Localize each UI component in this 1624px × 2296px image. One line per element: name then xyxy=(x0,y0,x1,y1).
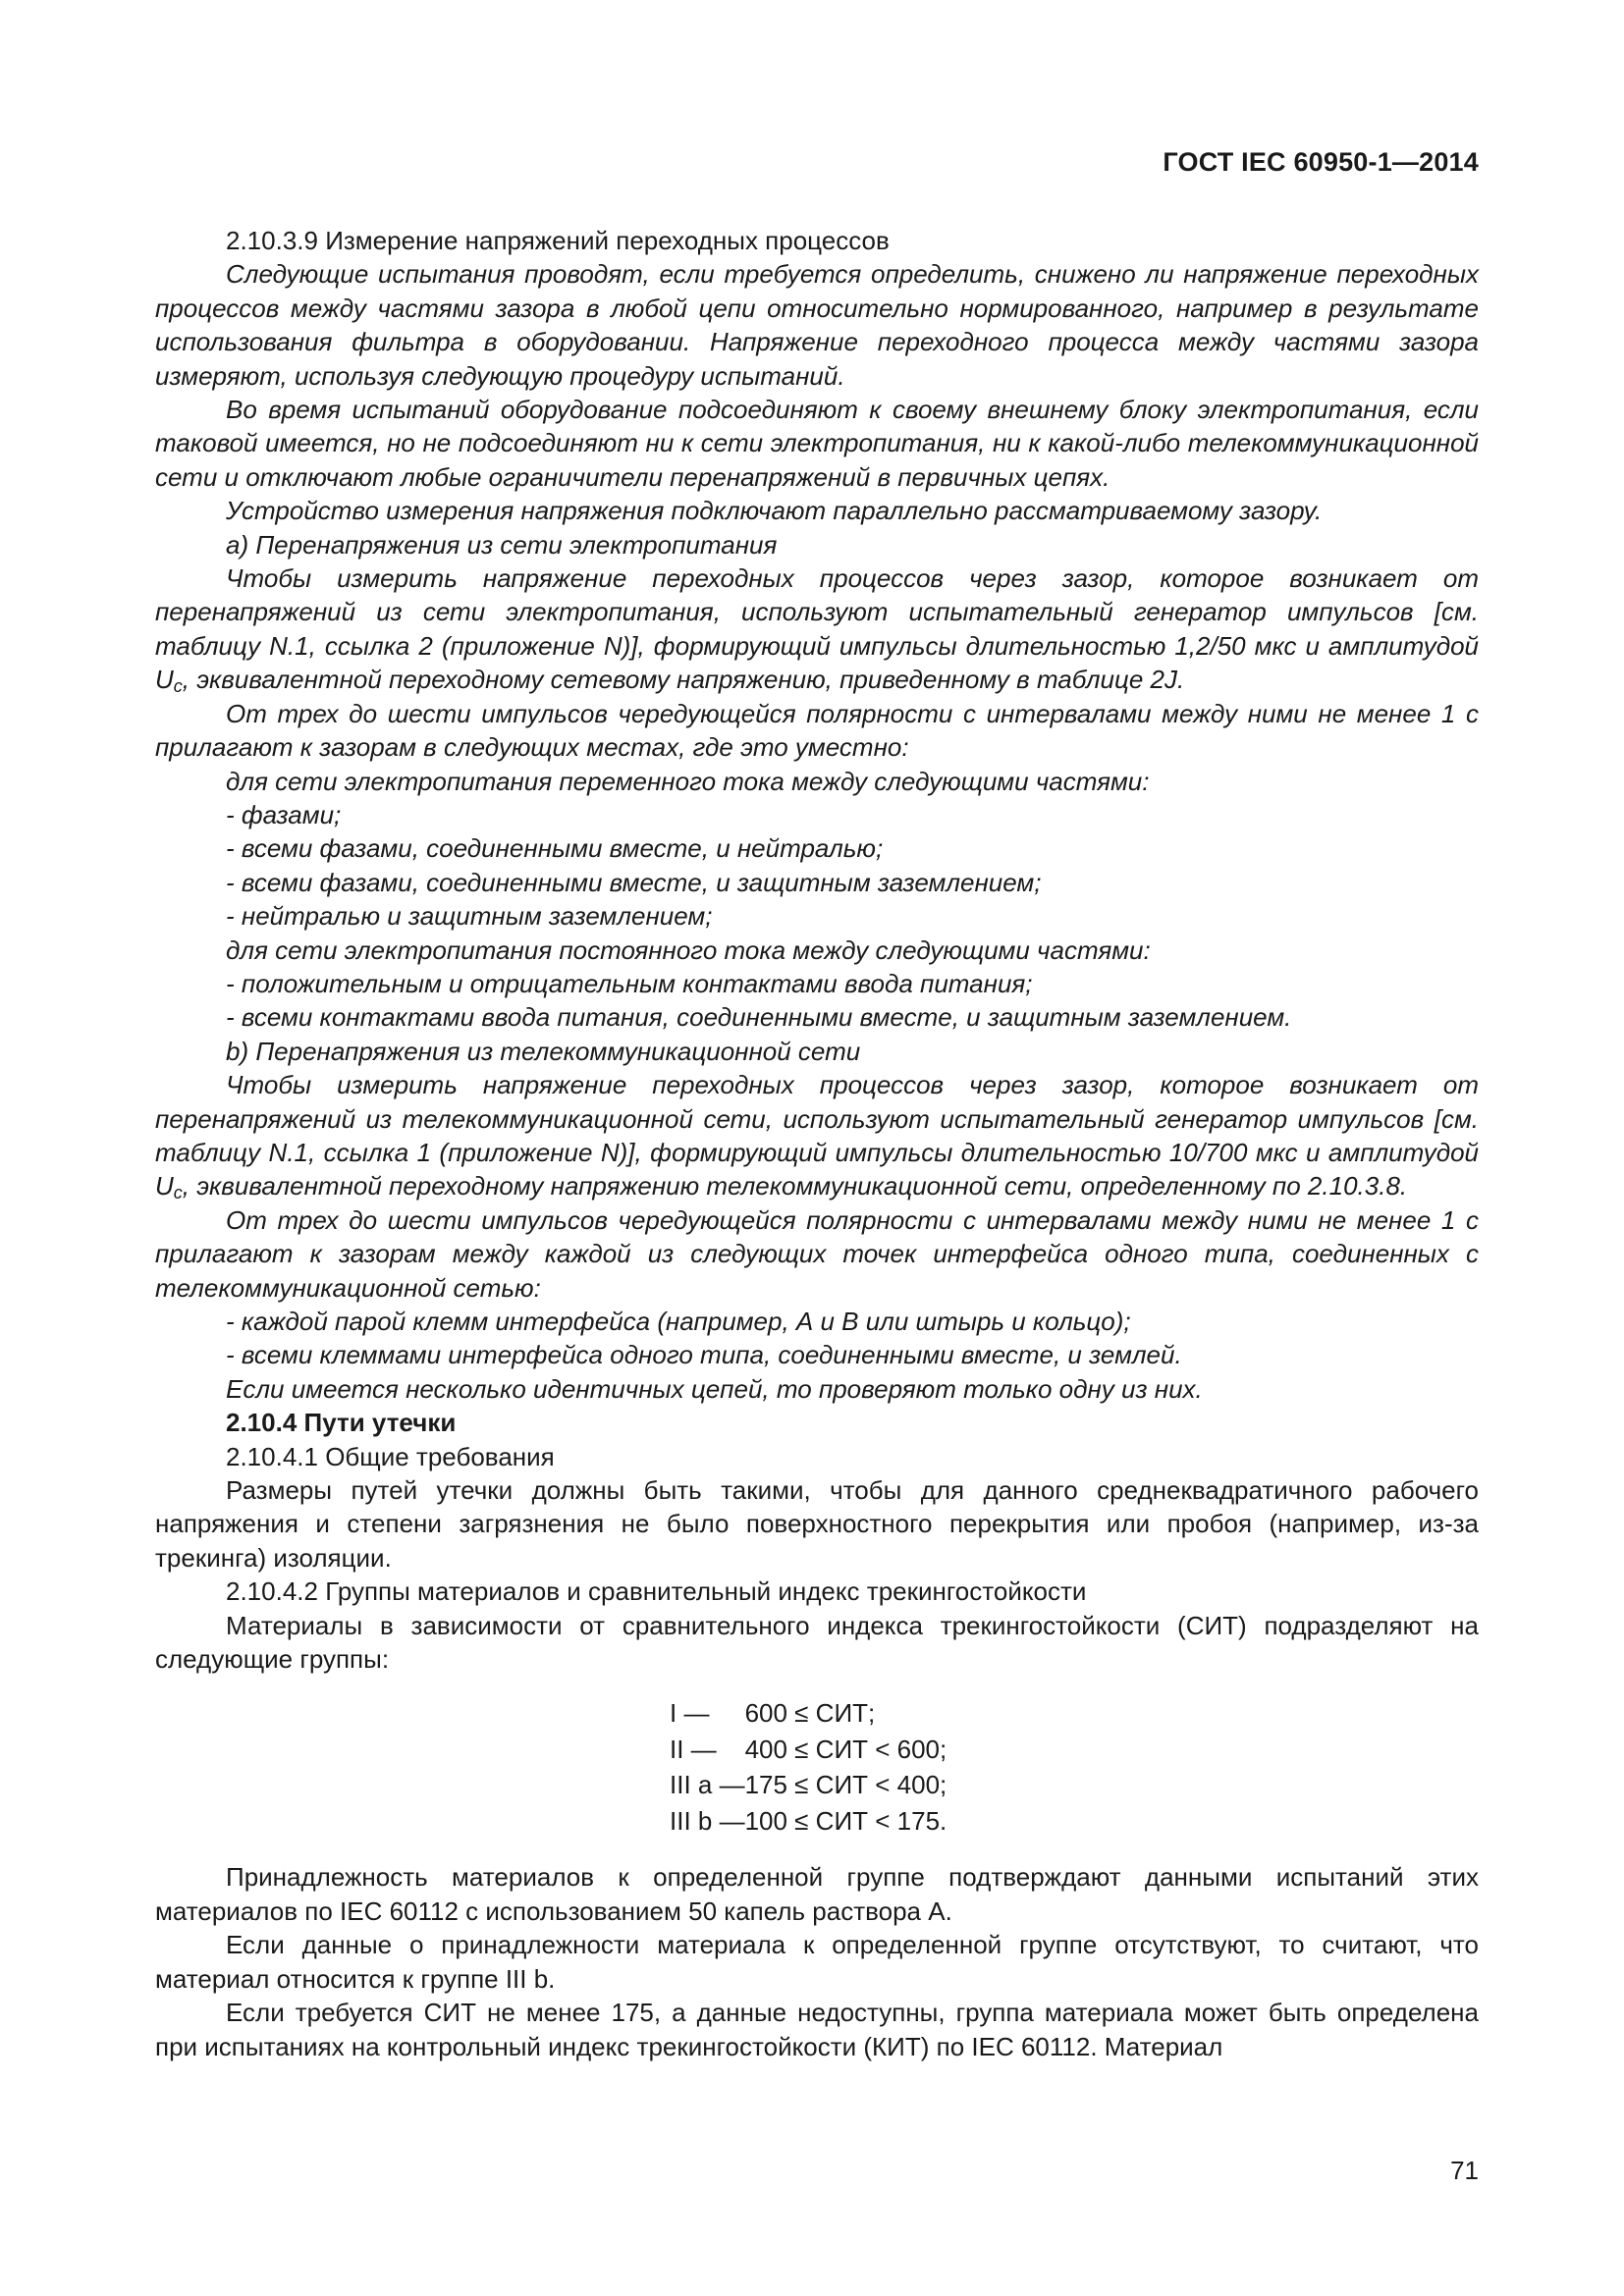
paragraph-with-subscript xyxy=(155,561,1479,697)
list-intro: для сети электропитания переменного тока между следующими частями: xyxy=(226,766,1150,796)
material-group: I — 600 ≤ СИТ; xyxy=(670,1698,876,1729)
list-item: - положительным и отрицательным контактами ввода питания; xyxy=(226,968,1033,998)
list-item: - каждой парой клемм интерфейса (например, А и В или штырь и кольцо); xyxy=(226,1307,1131,1336)
paragraph: Если требуется СИТ не менее 175, а данные недоступны, группа материала может быть определена при испытаниях на контрольный индекс трекингостойкости (КИТ) по IEC 60112. Материал xyxy=(155,1998,1479,2061)
list-item: - всеми клеммами интерфейса одного типа, соединенными вместе, и землей. xyxy=(226,1340,1182,1370)
paragraph: Устройство измерения напряжения подключают параллельно рассматриваемому зазору. xyxy=(226,496,1323,526)
paragraph: Материалы в зависимости от сравнительного индекса трекингостойкости (СИТ) подразделяют на следующие группы: xyxy=(155,1610,1479,1675)
material-group: II — 400 ≤ СИТ < 600; xyxy=(670,1734,947,1764)
list-intro: для сети электропитания постоянного тока между следующими частями: xyxy=(226,934,1151,965)
paragraph: Размеры путей утечки должны быть такими, чтобы для данного среднеквадратичного рабочего напряжения и степени загрязнения не было поверхностного перекрытия или пробоя (например, из-за трекинга) изоляции. xyxy=(155,1475,1479,1573)
text-part: , эквивалентной переходному сетевому напряжению, приведенному в таблице 2J. xyxy=(182,665,1185,695)
material-group: III a —175 ≤ СИТ < 400; xyxy=(670,1770,947,1800)
text-part: Чтобы измерить напряжение переходных процессов через зазор, которое возникает от перенапряжений из сети электропитания, используют испытательный генератор импульсов [см. таблицу N.1, ссылка 2 (приложение N)], формирующий импульсы длительностью 1,2/50 мкс и амплитудой U xyxy=(155,563,1479,695)
paragraph: Следующие испытания проводят, если требуется определить, снижено ли напряжение переходных процессов между частями зазора в любой цепи относительно нормированного, например в результате использования фильтра в оборудовании. Напряжение переходного процесса между частями зазора измеряют, используя следующую процедуру испытаний. xyxy=(155,259,1479,391)
subsection-heading: 2.10.4.2 Группы материалов и сравнительный индекс трекингостойкости xyxy=(226,1576,1087,1607)
document-page xyxy=(155,0,1479,2296)
subsection-heading: 2.10.4.1 Общие требования xyxy=(226,1441,555,1471)
paragraph: Если данные о принадлежности материала к определенной группе отсутствуют, то считают, что материал относится к группе III b. xyxy=(155,1930,1479,1994)
document-id-header: ГОСТ IEC 60950-1—2014 xyxy=(1163,147,1479,177)
list-item: - всеми фазами, соединенными вместе, и защитным заземлением; xyxy=(226,867,1042,897)
material-groups-list xyxy=(670,1695,1479,1839)
paragraph: Во время испытаний оборудование подсоединяют к своему внешнему блоку электропитания, если таковой имеется, но не подсоединяют ни к сети электропитания, ни к какой-либо телекоммуникационной сети и отключают любые ограничители перенапряжений в первичных цепях. xyxy=(155,395,1479,492)
text-part: , эквивалентной переходному напряжению телекоммуникационной сети, определенному по 2.10.3.8. xyxy=(182,1171,1408,1201)
text-part: Чтобы измерить напряжение переходных процессов через зазор, которое возникает от перенапряжений из телекоммуникационной сети, используют испытательный генератор импульсов [см. таблицу N.1, ссылка 1 (приложение N)], формирующий импульсы длительностью 10/700 мкс и амплитудой U xyxy=(155,1070,1479,1201)
list-item: - нейтралью и защитным заземлением; xyxy=(226,901,713,932)
subscript: c xyxy=(173,676,183,697)
section-2-10-4-heading: 2.10.4 Пути утечки xyxy=(226,1408,457,1438)
paragraph: Принадлежность материалов к определенной группе подтверждают данными испытаний этих материалов по IEC 60112 с использованием 50 капель раствора А. xyxy=(155,1862,1479,1926)
paragraph-with-subscript xyxy=(155,1068,1479,1203)
paragraph: От трех до шести импульсов чередующейся полярности с интервалами между ними не менее 1 с прилагают к зазорам между каждой из следующих точек интерфейса одного типа, соединенных с телекоммуникационной сетью: xyxy=(155,1204,1479,1303)
document-body xyxy=(155,224,1479,2063)
subsection-b-title: b) Перенапряжения из телекоммуникационной сети xyxy=(226,1036,861,1066)
section-2-10-3-9-heading: 2.10.3.9 Измерение напряжений переходных процессов xyxy=(226,226,890,255)
paragraph: Если имеется несколько идентичных цепей, то проверяют только одну из них. xyxy=(226,1373,1203,1404)
list-item: - фазами; xyxy=(226,799,342,829)
subsection-a-title: a) Перенапряжения из сети электропитания xyxy=(226,529,778,560)
list-item: - всеми фазами, соединенными вместе, и нейтралью; xyxy=(226,833,884,864)
paragraph: От трех до шести импульсов чередующейся полярности с интервалами между ними не менее 1 с прилагают к зазорам в следующих местах, где это уместно: xyxy=(155,698,1479,763)
material-group: III b —100 ≤ СИТ < 175. xyxy=(670,1805,947,1836)
list-item: - всеми контактами ввода питания, соединенными вместе, и защитным заземлением. xyxy=(226,1002,1292,1033)
subscript: c xyxy=(173,1183,183,1203)
page-number: 71 xyxy=(1450,2156,1479,2185)
